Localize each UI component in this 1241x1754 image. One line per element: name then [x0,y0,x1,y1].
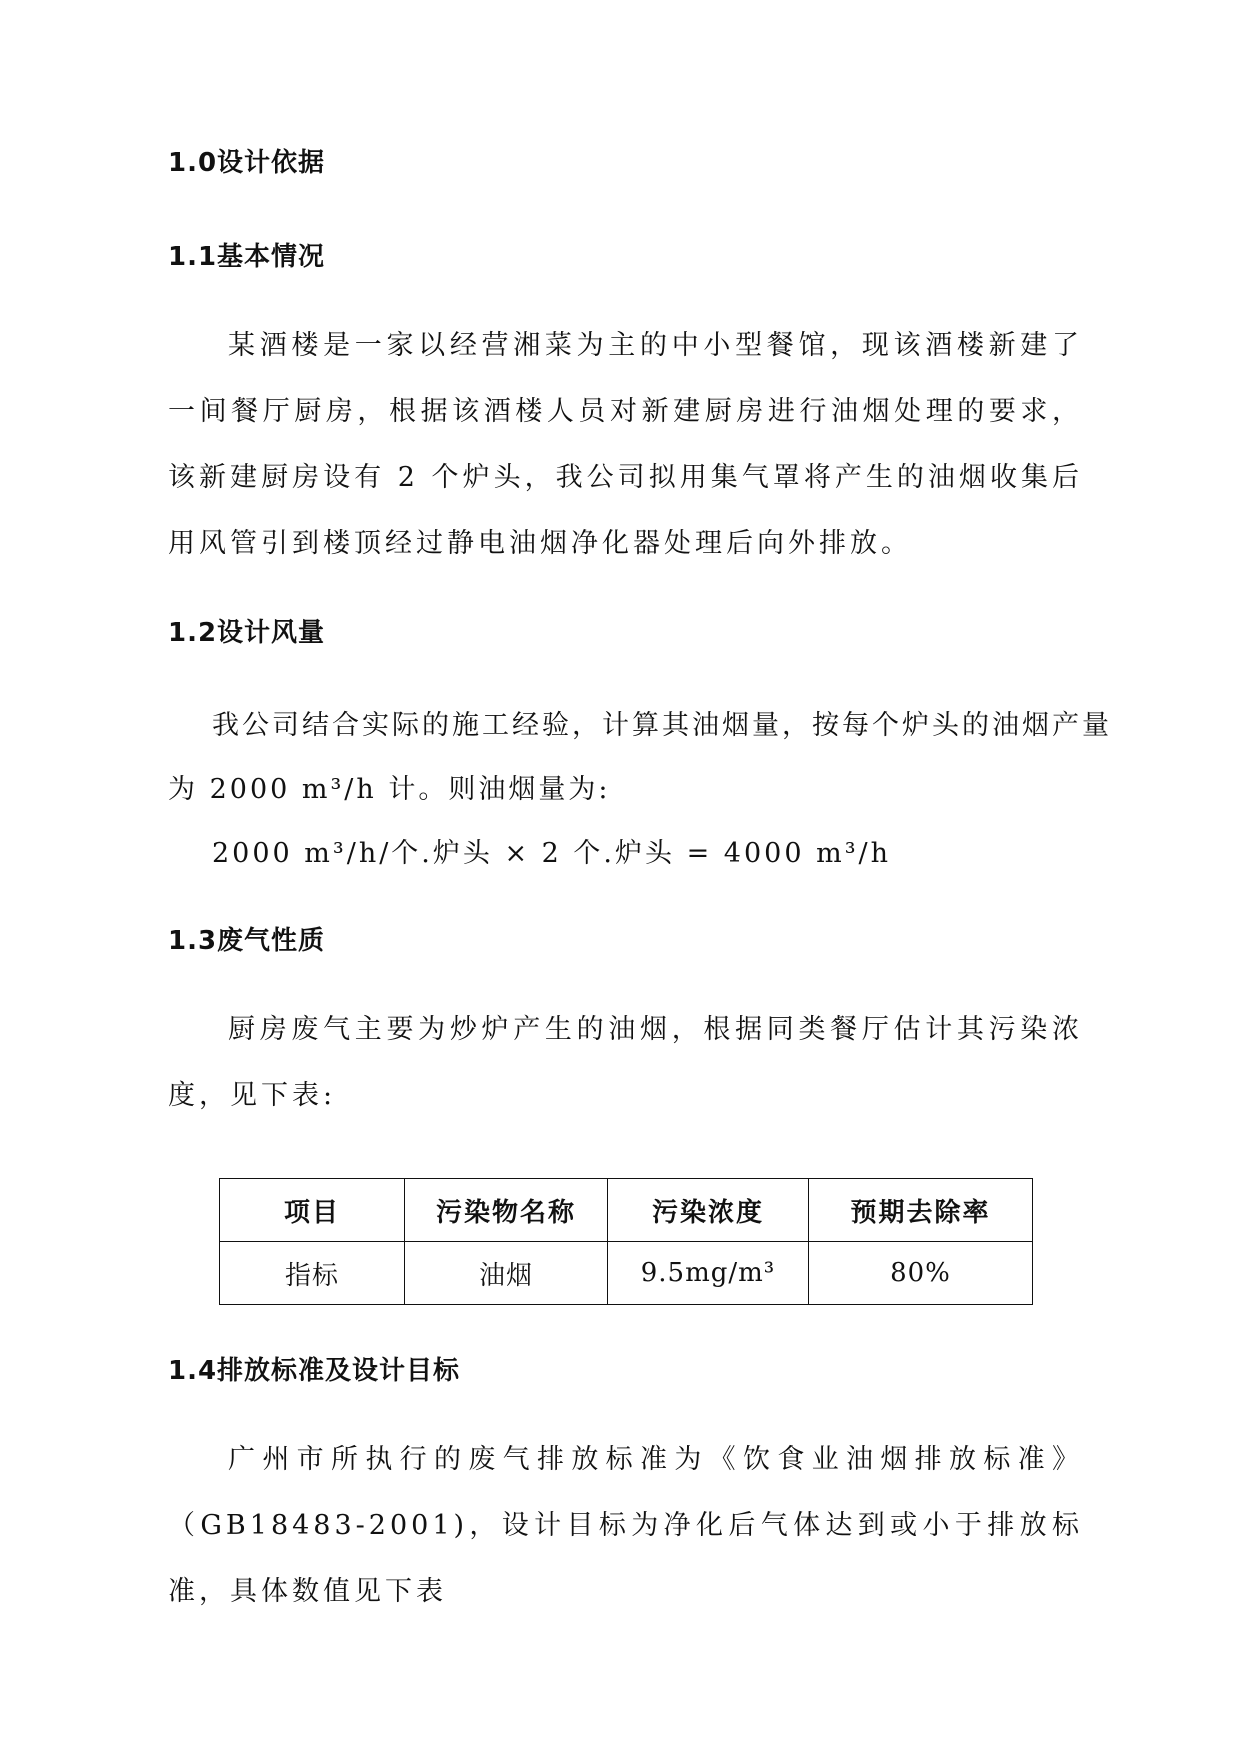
table-header-cell: 项目 [220,1179,405,1242]
pollutant-table [219,1178,1033,1305]
table-row [220,1242,1033,1305]
section-heading-1-2: 1.2设计风量 [168,618,326,648]
paragraph-design-airflow-line1: 我公司结合实际的施工经验，计算其油烟量，按每个炉头的油烟产量 [212,710,1112,741]
paragraph-emission-standard: 广州市所执行的废气排放标准为《饮食业油烟排放标准》（GB18483-2001)，设计目标为净化后气体达到或小于排放标准，具体数值见下表 [168,1444,1083,1607]
table-header-row [220,1179,1033,1242]
table-cell: 油烟 [405,1242,608,1305]
table-cell: 9.5mg/m³ [608,1242,809,1305]
table-header-cell: 污染浓度 [608,1179,809,1242]
table-header-cell: 预期去除率 [809,1179,1033,1242]
section-heading-1-3: 1.3废气性质 [168,926,326,956]
table-cell: 80% [809,1242,1033,1305]
table-cell: 指标 [220,1242,405,1305]
paragraph-exhaust-properties: 厨房废气主要为炒炉产生的油烟，根据同类餐厅估计其污染浓度，见下表: [168,1014,1083,1111]
paragraph-design-airflow-line2: 为 2000 m³/h 计。则油烟量为: [168,774,611,805]
section-heading-1-0: 1.0设计依据 [168,148,326,178]
table-header-cell: 污染物名称 [405,1179,608,1242]
section-heading-1-1: 1.1基本情况 [168,242,326,272]
airflow-formula: 2000 m³/h/个.炉头 × 2 个.炉头 = 4000 m³/h [212,838,892,869]
section-heading-1-4: 1.4排放标准及设计目标 [168,1356,461,1386]
paragraph-basic-situation: 某酒楼是一家以经营湘菜为主的中小型餐馆，现该酒楼新建了一间餐厅厨房，根据该酒楼人员对新建厨房进行油烟处理的要求，该新建厨房设有 2 个炉头，我公司拟用集气罩将产生的油烟收集后用风管引到楼顶经过静电油烟净化器处理后向外排放。 [168,330,1083,559]
